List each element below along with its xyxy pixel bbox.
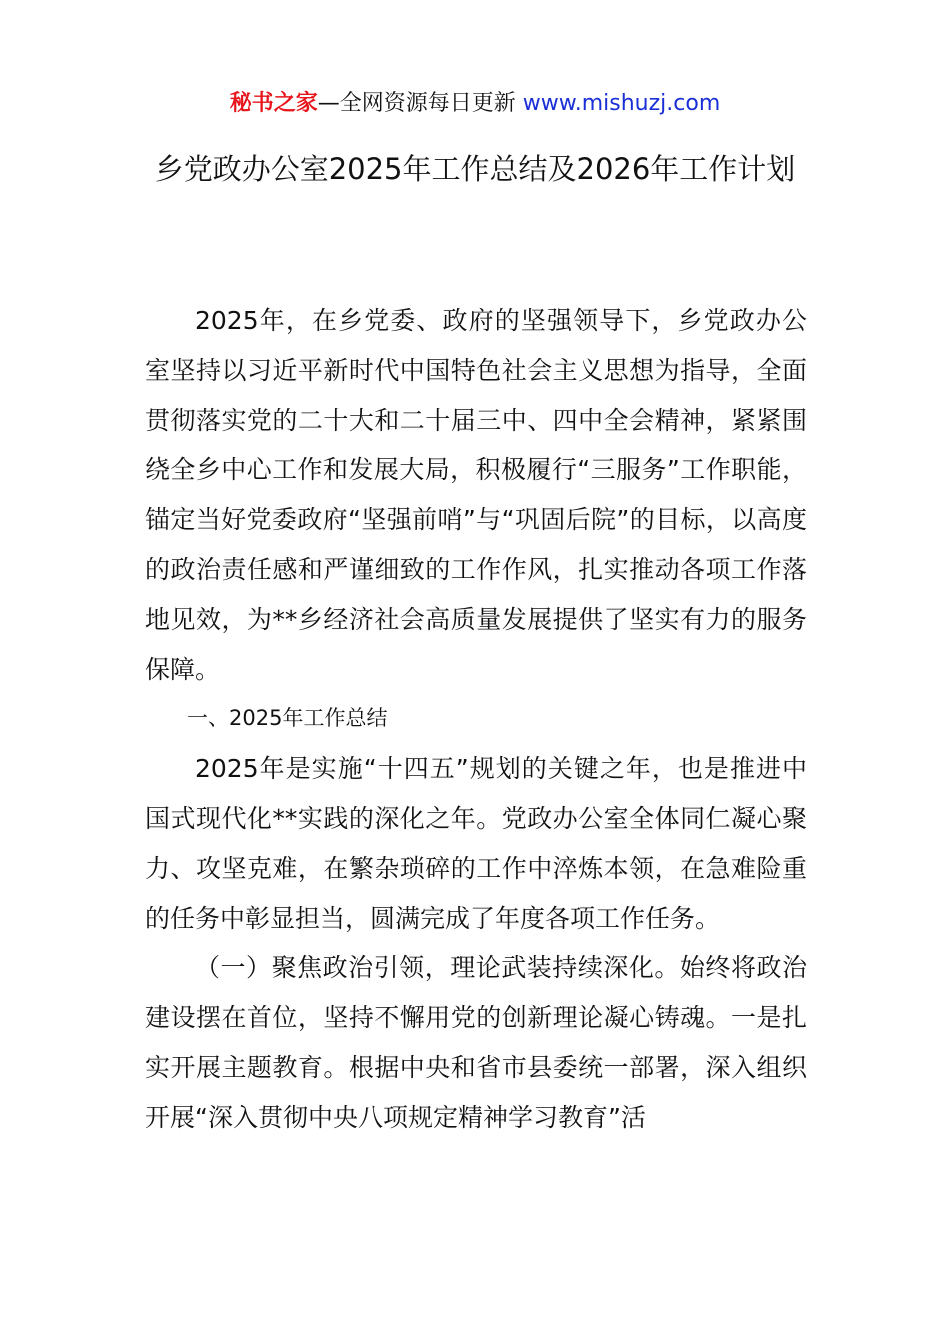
document-title: 乡党政办公室2025年工作总结及2026年工作计划 xyxy=(154,152,796,186)
subsection-paragraph: （一）聚焦政治引领，理论武装持续深化。始终将政治建设摆在首位，坚持不懈用党的创新理论凝心铸魂。一是扎实开展主题教育。根据中央和省市县委统一部署，深入组织开展“深入贯彻中央八项规定精神学习教育”活 xyxy=(145,953,807,1132)
site-header xyxy=(0,88,950,120)
brand-name: 秘书之家 xyxy=(229,91,318,116)
intro-paragraph: 2025年，在乡党委、政府的坚强领导下，乡党政办公室坚持以习近平新时代中国特色社会主义思想为指导，全面贯彻落实党的二十大和二十届三中、四中全会精神，紧紧围绕全乡中心工作和发展大局，积极履行“三服务”工作职能，锚定当好党委政府“坚强前哨”与“巩固后院”的目标，以高度的政治责任感和严谨细致的工作作风，扎实推动各项工作落地见效，为**乡经济社会高质量发展提供了坚实有力的服务保障。 xyxy=(145,306,807,684)
document-body xyxy=(145,296,807,1143)
header-tagline: —全网资源每日更新 xyxy=(317,91,516,116)
summary-paragraph: 2025年是实施“十四五”规划的关键之年，也是推进中国式现代化**实践的深化之年。党政办公室全体同仁凝心聚力、攻坚克难，在繁杂琐碎的工作中淬炼本领，在急难险重的任务中彰显担当，圆满完成了年度各项工作任务。 xyxy=(145,754,807,933)
site-url-link[interactable]: www.mishuzj.com xyxy=(522,91,721,116)
section-heading: 一、2025年工作总结 xyxy=(187,706,388,731)
